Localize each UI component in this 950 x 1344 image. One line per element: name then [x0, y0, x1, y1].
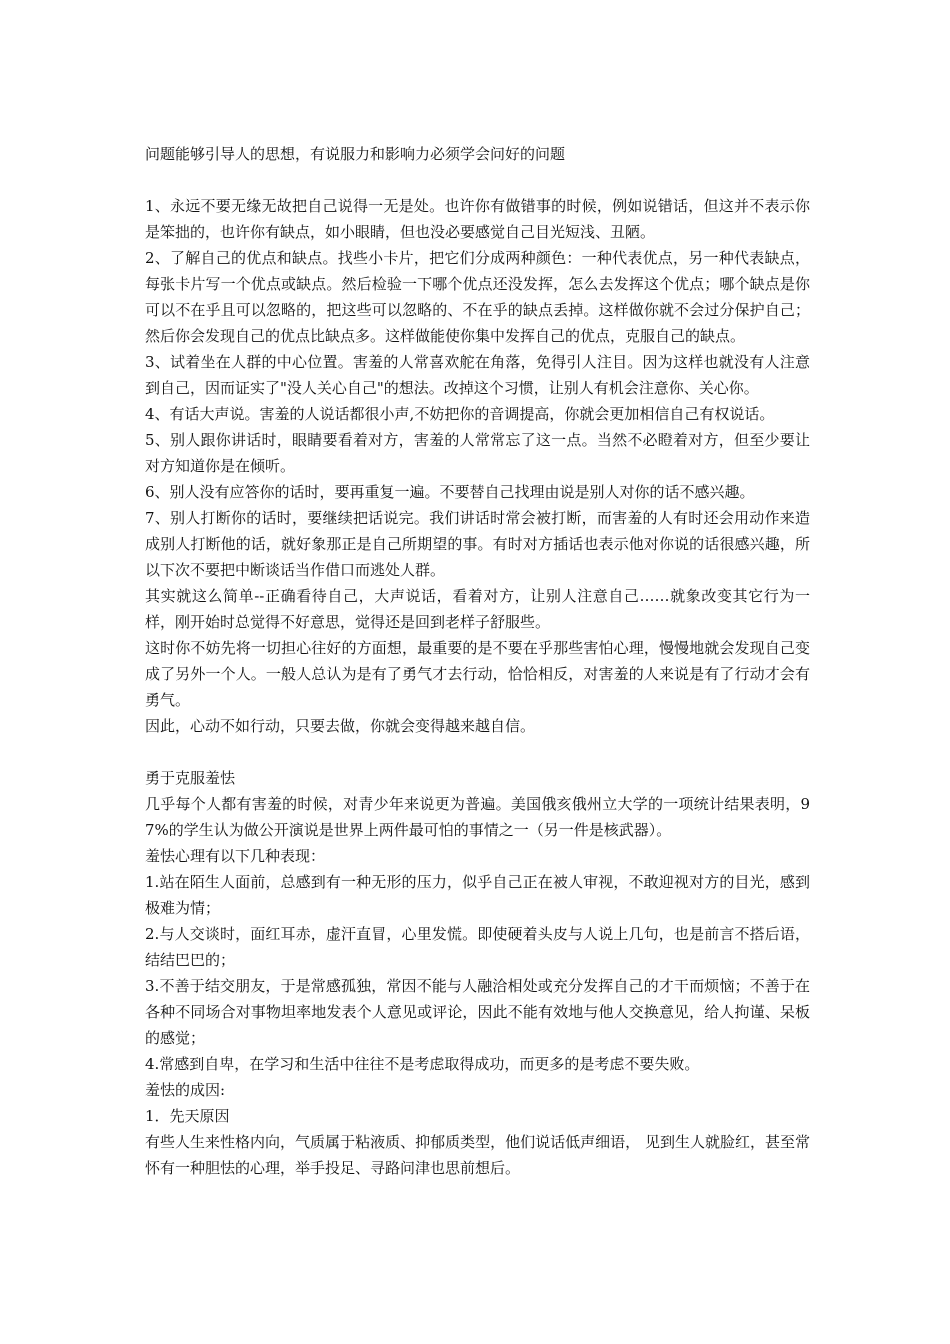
- paragraph-symptoms-heading: 羞怯心理有以下几种表现：: [145, 847, 326, 865]
- paragraph-tip-5: 5、别人跟你讲话时，眼睛要看着对方，害羞的人常常忘了这一点。当然不必瞪着对方，但至少要让对方知道你是在倾听。: [145, 431, 810, 475]
- paragraph-summary-2: 这时你不妨先将一切担心往好的方面想，最重要的是不要在乎那些害怕心理，慢慢地就会发现自己变成了另外一个人。一般人总认为是有了勇气才去行动，恰恰相反，对害羞的人来说是有了行动才会有勇气。: [145, 639, 810, 709]
- paragraph-intro: 几乎每个人都有害羞的时候，对青少年来说更为普遍。美国俄亥俄州立大学的一项统计结果表明，97%的学生认为做公开演说是世界上两件最可怕的事情之一（另一件是核武器）。: [145, 795, 810, 839]
- paragraph-causes-heading: 羞怯的成因:: [145, 1081, 226, 1099]
- paragraph-symptom-2: 2.与人交谈时，面红耳赤，虚汗直冒，心里发慌。即使硬着头皮与人说上几句，也是前言不搭后语，结结巴巴的；: [145, 925, 810, 969]
- blank-line: [145, 167, 810, 193]
- paragraph-tip-7: 7、别人打断你的话时，要继续把话说完。我们讲话时常会被打断，而害羞的人有时还会用动作来造成别人打断他的话，就好象那正是自己所期望的事。有时对方插话也表示他对你说的话很感兴趣，所以下次不要把中断谈话当作借口而逃处人群。: [145, 509, 810, 579]
- paragraph-summary-3: 因此，心动不如行动，只要去做，你就会变得越来越自信。: [145, 717, 536, 735]
- document-title: 问题能够引导人的思想，有说服力和影响力必须学会问好的问题: [145, 145, 566, 163]
- paragraph-tip-3: 3、试着坐在人群的中心位置。害羞的人常喜欢舵在角落，免得引人注目。因为这样也就没有人注意到自己，因而证实了"没人关心自己"的想法。改掉这个习惯，让别人有机会注意你、关心你。: [145, 353, 810, 397]
- paragraph-tip-6: 6、别人没有应答你的话时，要再重复一遍。不要替自己找理由说是别人对你的话不感兴趣。: [145, 483, 755, 501]
- document-body: [145, 141, 810, 1181]
- paragraph-symptom-4: 4.常感到自卑，在学习和生活中往往不是考虑取得成功，而更多的是考虑不要失败。: [145, 1055, 700, 1073]
- section-heading: 勇于克服羞怯: [145, 769, 236, 787]
- paragraph-symptom-3: 3.不善于结交朋友，于是常感孤独，常因不能与人融洽相处或充分发挥自己的才干而烦恼；不善于在各种不同场合对事物坦率地发表个人意见或评论，因此不能有效地与他人交换意见，给人拘谨、呆板的感觉；: [145, 977, 810, 1047]
- blank-line: [145, 739, 810, 765]
- paragraph-cause-1: 有些人生来性格内向，气质属于粘液质、抑郁质类型，他们说话低声细语， 见到生人就脸红，甚至常怀有一种胆怯的心理，举手投足、寻路问津也思前想后。: [145, 1133, 810, 1177]
- paragraph-tip-1: 1、永远不要无缘无故把自己说得一无是处。也许你有做错事的时候，例如说错话，但这并不表示你是笨拙的，也许你有缺点，如小眼睛，但也没必要感觉自己目光短浅、丑陋。: [145, 197, 810, 241]
- paragraph-symptom-1: 1.站在陌生人面前，总感到有一种无形的压力，似乎自己正在被人审视，不敢迎视对方的目光，感到极难为情；: [145, 873, 810, 917]
- paragraph-tip-4: 4、有话大声说。害羞的人说话都很小声,不妨把你的音调提高，你就会更加相信自己有权说话。: [145, 405, 775, 423]
- paragraph-tip-2: 2、了解自己的优点和缺点。找些小卡片，把它们分成两种颜色：一种代表优点，另一种代表缺点，每张卡片写一个优点或缺点。然后检验一下哪个优点还没发挥，怎么去发挥这个优点；哪个缺点是你可以不在乎且可以忽略的，把这些可以忽略的、不在乎的缺点丢掉。这样做你就不会过分保护自己；然后你会发现自己的优点比缺点多。这样做能使你集中发挥自己的优点，克服自己的缺点。: [145, 249, 810, 345]
- paragraph-cause-1-heading: 1．先天原因: [145, 1107, 230, 1125]
- paragraph-summary-1: 其实就这么简单--正确看待自己，大声说话，看着对方，让别人注意自己……就象改变其它行为一样，刚开始时总觉得不好意思，觉得还是回到老样子舒服些。: [145, 587, 810, 631]
